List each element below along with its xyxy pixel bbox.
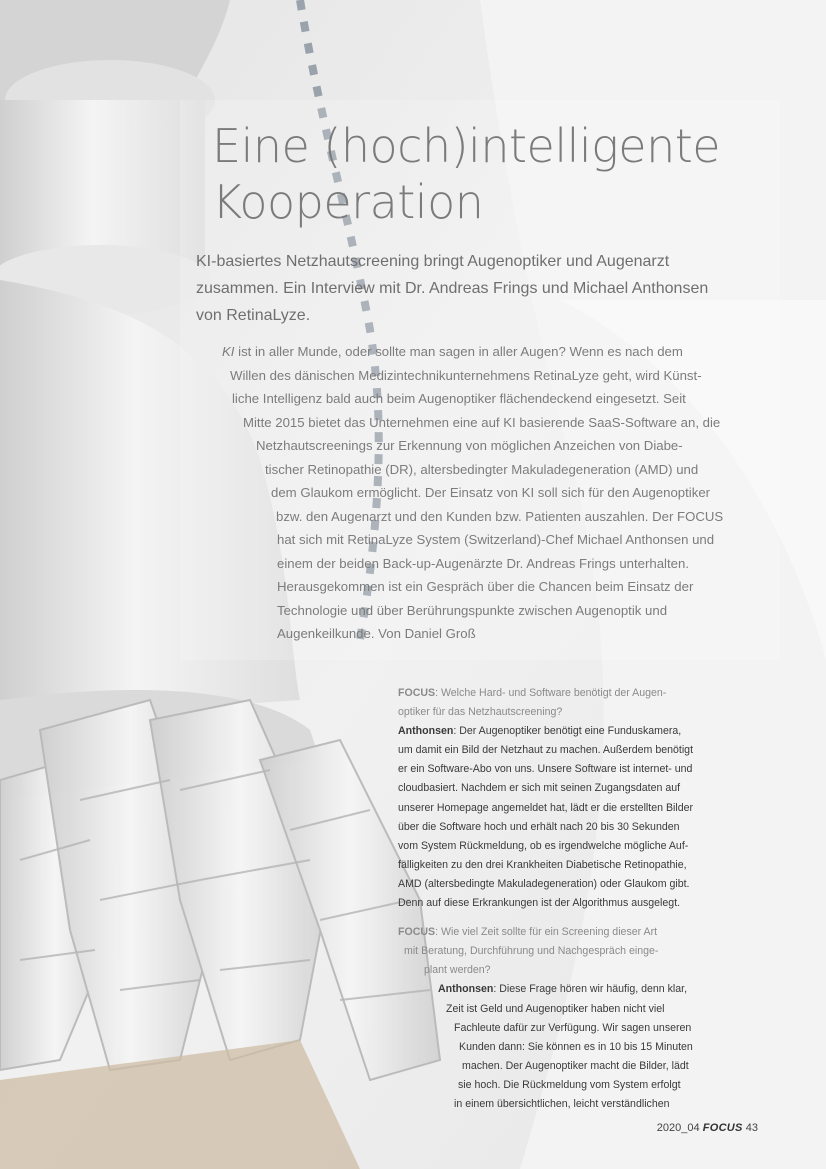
question-line: FOCUS: Welche Hard- und Software benötigt der Augen- [398, 687, 667, 699]
speaker-focus: FOCUS [398, 926, 436, 939]
intro-line: einem der beiden Back-up-Augenärzte Dr. Andreas Frings unterhalten. [277, 555, 689, 571]
article-lead [196, 248, 796, 329]
intro-line: KI ist in aller Munde, oder sollte man sagen in aller Augen? Wenn es nach dem [222, 344, 683, 359]
paragraph-gap [0, 913, 826, 923]
title-line-1: Eine (hoch)intelligente [212, 119, 721, 173]
intro-line: liche Intelligenz bald auch beim Augenoptiker flächendeckend eingesetzt. Seit [232, 391, 686, 406]
answer-line: sie hoch. Die Rückmeldung vom System erfolgt [458, 1078, 681, 1091]
answer-line: er ein Software-Abo von uns. Unsere Software ist internet- und [398, 763, 693, 776]
answer-line: Anthonsen: Der Augenoptiker benötigt eine Funduskamera, [398, 725, 682, 738]
page-footer [657, 1122, 758, 1134]
speaker-anthonsen: Anthonsen [398, 725, 454, 738]
question-line: FOCUS: Wie viel Zeit sollte für ein Screening dieser Art [398, 926, 658, 939]
article-title [212, 118, 812, 230]
intro-line: bzw. den Augenarzt und den Kunden bzw. Patienten auszahlen. Der FOCUS [276, 508, 724, 524]
intro-line: Augenkeilkunde. Von Daniel Groß [277, 626, 476, 641]
answer-line: Fachleute dafür zur Verfügung. Wir sagen unseren [454, 1021, 692, 1034]
speaker-anthonsen: Anthonsen [438, 983, 494, 996]
intro-line: dem Glaukom ermöglicht. Der Einsatz von KI soll sich für den Augenoptiker [271, 485, 711, 500]
answer-line: unserer Homepage angemeldet hat, lädt er die erstellten Bilder [398, 801, 694, 814]
answer-line: Anthonsen: Diese Frage hören wir häufig, denn klar, [438, 983, 688, 996]
intro-ki: KI [222, 344, 235, 359]
article-intro [0, 340, 826, 646]
answer-line: über die Software hoch und erhält nach 20 bis 30 Sekunden [398, 820, 680, 833]
intro-line: tischer Retinopathie (DR), altersbedingter Makuladegeneration (AMD) und [265, 461, 699, 477]
answer-line: Denn auf diese Erkrankungen ist der Algorithmus ausgelegt. [398, 897, 681, 910]
question-line: optiker für das Netzhautscreening? [398, 706, 563, 719]
answer-line: um damit ein Bild der Netzhaut zu machen. Außerdem benötigt [398, 744, 694, 757]
page-number: 43 [745, 1122, 758, 1134]
lead-line: KI-basiertes Netzhautscreening bringt Augenoptiker und Augenarzt [196, 253, 670, 270]
title-line-2: Kooperation [212, 175, 484, 229]
intro-line: Mitte 2015 bietet das Unternehmen eine auf KI basierende SaaS-Software an, die [243, 414, 721, 430]
lead-line: von RetinaLyze. [196, 307, 311, 324]
question-line: mit Beratung, Durchführung und Nachgespräch einge- [404, 945, 659, 958]
magazine-brand: FOCUS [702, 1122, 743, 1134]
answer-line: Zeit ist Geld und Augenoptiker haben nicht viel [446, 1002, 665, 1015]
question-line: plant werden? [424, 964, 491, 977]
intro-line: Herausgekommen ist ein Gespräch über die Chancen beim Einsatz der [277, 579, 694, 594]
issue-number: 2020_04 [656, 1122, 700, 1134]
lead-line: zusammen. Ein Interview mit Dr. Andreas Frings und Michael Anthonsen [196, 280, 709, 297]
answer-line: vom System Rückmeldung, ob es irgendwelche mögliche Auf- [398, 839, 689, 852]
intro-line: Technologie und über Berührungspunkte zwischen Augenoptik und [277, 602, 668, 618]
interview-body [0, 684, 826, 1114]
intro-line: hat sich mit RetinaLyze System (Switzerland)-Chef Michael Anthonsen und [277, 532, 715, 547]
intro-line: Willen des dänischen Medizintechnikunternehmens RetinaLyze geht, wird Künst- [230, 367, 702, 383]
speaker-focus: FOCUS [398, 687, 436, 699]
answer-line: cloudbasiert. Nachdem er sich mit seinen Zugangsdaten auf [398, 782, 681, 795]
answer-line: AMD (altersbedingte Makuladegeneration) oder Glaukom gibt. [398, 877, 690, 890]
answer-line: machen. Der Augenoptiker macht die Bilder, lädt [462, 1059, 689, 1072]
answer-line: in einem übersichtlichen, leicht verständlichen [454, 1097, 670, 1110]
answer-line: fälligkeiten zu den drei Krankheiten Diabetische Retinopathie, [398, 858, 687, 871]
answer-line: Kunden dann: Sie können es in 10 bis 15 Minuten [459, 1040, 693, 1053]
intro-line: Netzhautscreenings zur Erkennung von möglichen Anzeichen von Diabe- [256, 438, 683, 453]
